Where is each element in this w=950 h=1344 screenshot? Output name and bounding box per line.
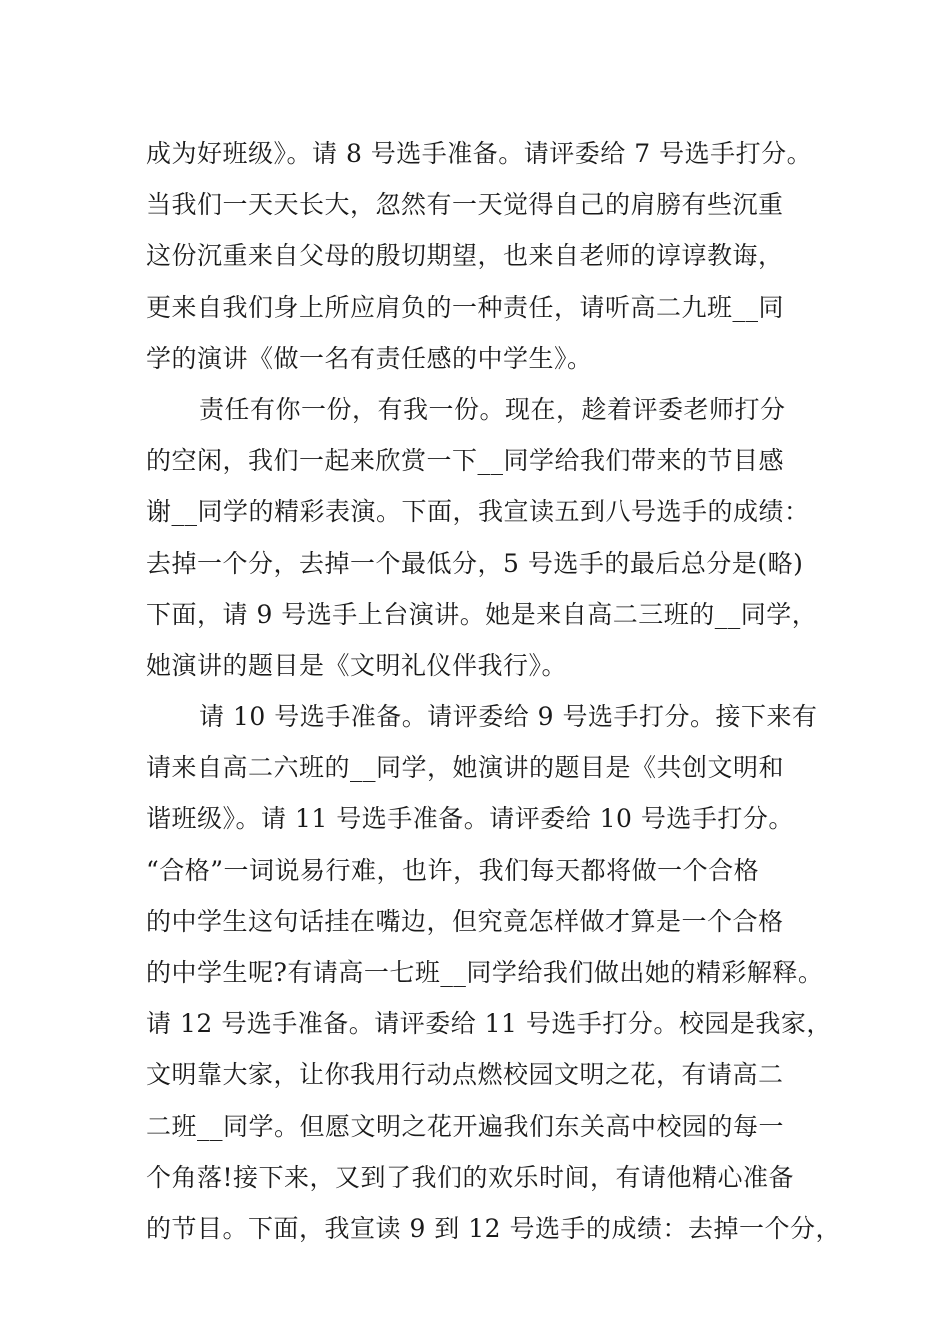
text-line: 请 10 号选手准备。请评委给 9 号选手打分。接下来有 [199,702,818,732]
text-line: 的节目。下面，我宣读 9 到 12 号选手的成绩：去掉一个分， [146,1213,842,1243]
text-line: 个角落!接下来，又到了我们的欢乐时间，有请他精心准备 [146,1162,795,1192]
text-line: 请来自高二六班的__同学，她演讲的题目是《共创文明和 [146,753,785,783]
text-line: “合格”一词说易行难，也许，我们每天都将做一个合格 [146,855,760,885]
text-line: 去掉一个分，去掉一个最低分，5 号选手的最后总分是(略) [146,548,804,578]
text-line: 的空闲，我们一起来欣赏一下__同学给我们带来的节目感 [146,446,785,476]
text-line: 下面，请 9 号选手上台演讲。她是来自高二三班的__同学， [146,599,818,629]
text-line: 她演讲的题目是《文明礼仪伴我行》。 [146,650,568,680]
text-line: 请 12 号选手准备。请评委给 11 号选手打分。校园是我家， [146,1009,832,1039]
text-line: 成为好班级》。请 8 号选手准备。请评委给 7 号选手打分。 [146,139,813,168]
text-line: 谐班级》。请 11 号选手准备。请评委给 10 号选手打分。 [146,804,794,834]
text-line: 文明靠大家，让你我用行动点燃校园文明之花，有请高二 [146,1060,784,1090]
text-line: 学的演讲《做一名有责任感的中学生》。 [146,343,593,373]
text-line: 责任有你一份，有我一份。现在，趁着评委老师打分 [199,394,786,424]
text-line: 的中学生这句话挂在嘴边，但究竟怎样做才算是一个合格 [146,906,784,936]
text-line: 谢__同学的精彩表演。下面，我宣读五到八号选手的成绩： [146,497,810,527]
body-text [146,128,846,1254]
text-line: 的中学生呢?有请高一七班__同学给我们做出她的精彩解释。 [146,958,824,987]
text-line: 当我们一天天长大，忽然有一天觉得自己的肩膀有些沉重 [146,190,784,220]
text-line: 这份沉重来自父母的殷切期望，也来自老师的谆谆教诲， [146,241,784,271]
text-line: 更来自我们身上所应肩负的一种责任，请听高二九班__同 [146,292,785,322]
text-line: 二班__同学。但愿文明之花开遍我们东关高中校园的每一 [146,1111,785,1141]
